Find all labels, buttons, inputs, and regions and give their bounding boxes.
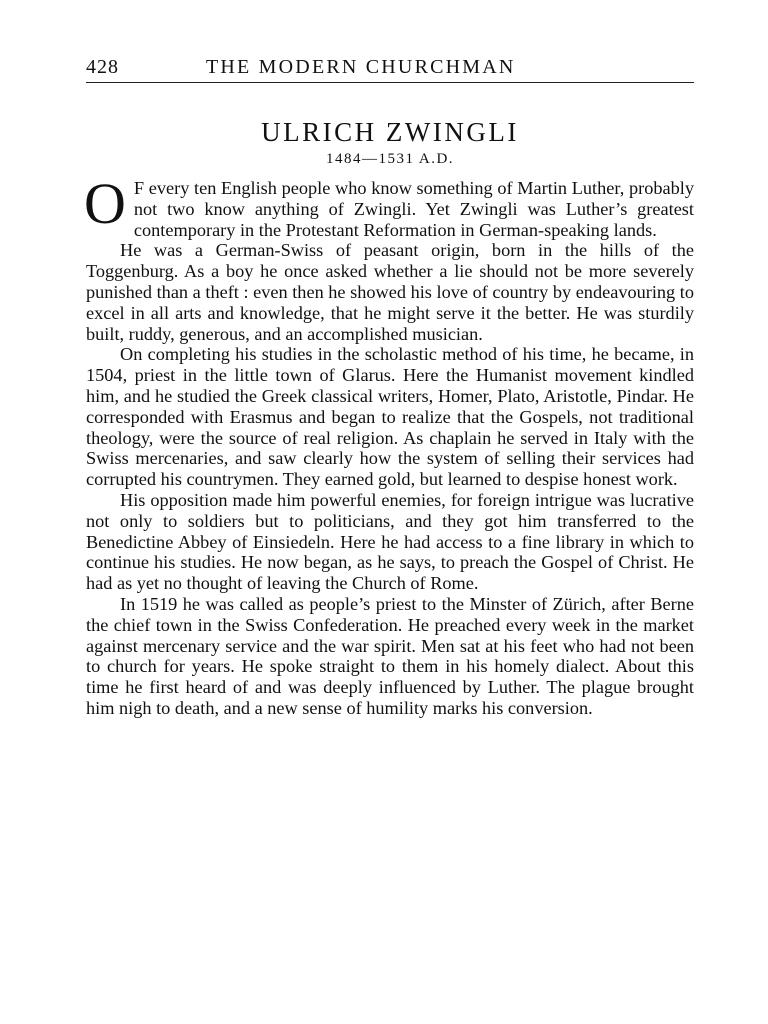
paragraph-2: He was a German-Swiss of peasant origin, born in the hills of the Toggenburg. As a boy he once asked whether a lie should not be more severely punished than a theft : even then he showed his love of country by endeavouring to excel in all arts and knowledge, that he might serve it the better. He was sturdily built, ruddy, generous, and an accomplished musician. — [86, 240, 694, 344]
paragraph-3: On completing his studies in the scholastic method of his time, he became, in 1504, priest in the little town of Glarus. Here the Humanist movement kindled him, and he studied the Greek classical writers, Homer, Plato, Aristotle, Pindar. He corresponded with Erasmus and began to realize that the Gospels, not traditional theology, were the source of real religion. As chaplain he served in Italy with the Swiss mercenaries, and saw clearly how the system of selling their services had corrupted his countrymen. They earned gold, but learned to despise honest work. — [86, 344, 694, 490]
page-number: 428 — [86, 56, 119, 78]
paragraph-5: In 1519 he was called as people’s priest to the Minster of Zürich, after Berne the chief town in the Swiss Confederation. He preached every week in the market against mercenary service and the war spirit. Men sat at his feet who had not been to church for years. He spoke straight to them in his homely dialect. About this time he first heard of and was deeply influenced by Luther. The plague brought him nigh to death, and a new sense of humility marks his conversion. — [86, 593, 694, 718]
article-body — [84, 171, 694, 719]
drop-cap: O — [84, 171, 126, 236]
running-head — [86, 52, 694, 83]
paragraph-1-text: F every ten English people who know something of Martin Luther, probably not two know anything of Zwingli. Yet Zwingli was Luther’s greatest contemporary in the Protestant Reformation in German-speaking lands. — [133, 178, 694, 240]
article-title: ULRICH ZWINGLI — [261, 117, 519, 147]
page — [86, 52, 694, 719]
journal-title: THE MODERN CHURCHMAN — [206, 56, 516, 78]
paragraph-1 — [84, 171, 694, 240]
paragraph-4: His opposition made him powerful enemies, for foreign intrigue was lucrative not only to soldiers but to politicians, and they got him transferred to the Benedictine Abbey of Einsiedeln. Here he had access to a fine library in which to continue his studies. He now began, as he says, to preach the Gospel of Christ. He had as yet no thought of leaving the Church of Rome. — [86, 489, 694, 594]
article-dates: 1484—1531 A.D. — [325, 151, 455, 167]
